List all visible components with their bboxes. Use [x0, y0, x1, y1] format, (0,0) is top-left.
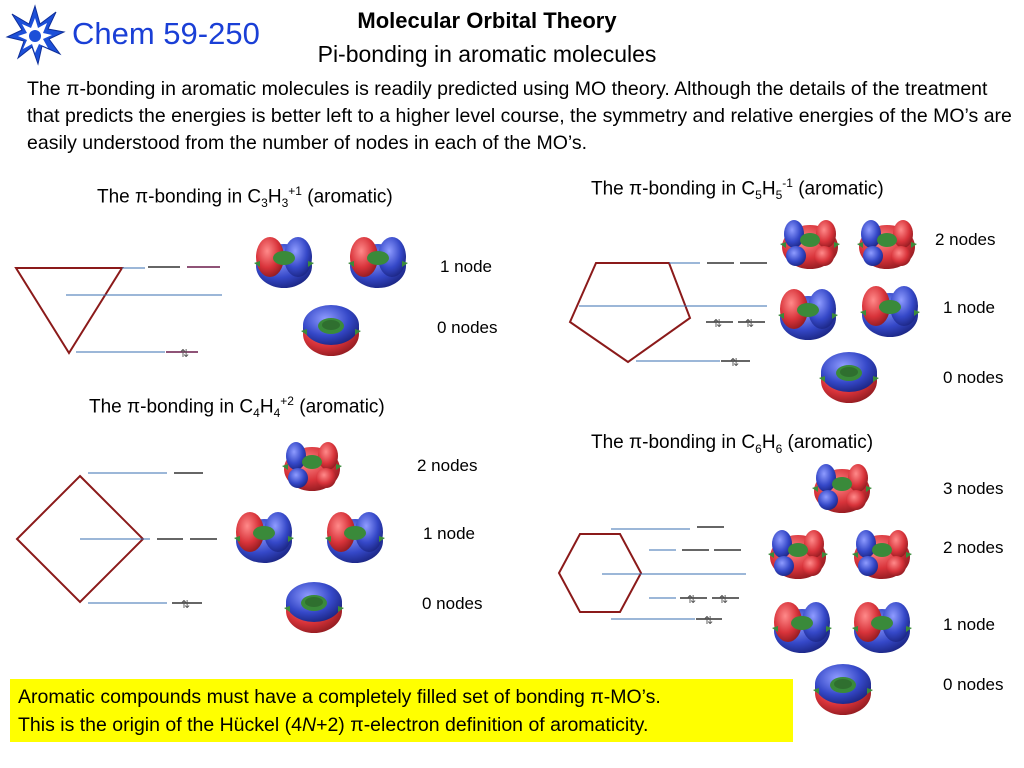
- c3h3-triangle: [16, 268, 122, 353]
- c6h6-node-label: 0 nodes: [943, 675, 1004, 694]
- c4h4-orbital: [284, 582, 344, 633]
- intro-paragraph: The π-bonding in aromatic molecules is readily predicted using MO theory. Although the details of the treatment that predicts the energies is better left to a higher level course, the symmetry and relative energies of the MO’s are easily understood from the number of nodes in each of the MO’s.: [27, 78, 1012, 154]
- svg-text:⇅: ⇅: [687, 593, 697, 606]
- c4h4-orbital: [282, 442, 342, 491]
- c5h5-orbital: [819, 352, 879, 403]
- c6h6-orbital: [852, 530, 912, 579]
- page-subtitle: Pi-bonding in aromatic molecules: [317, 41, 657, 67]
- heading-c4h4: The π-bonding in $C_4H_4^{+2}$ (aromatic): [89, 394, 385, 421]
- c6h6-hexagon: [559, 534, 641, 612]
- c6h6-node-label: 3 nodes: [943, 479, 1004, 498]
- heading-c6h6: The π-bonding in $C_6H_6$ (aromatic): [591, 432, 874, 456]
- summary-line-1: Aromatic compounds must have a completely filled set of bonding π-MO’s.: [18, 686, 661, 708]
- c4h4-node-label: 1 node: [423, 524, 475, 543]
- c6h6-orbital: [852, 602, 912, 653]
- svg-text:⇅: ⇅: [745, 317, 755, 330]
- c5h5-node-label: 0 nodes: [943, 368, 1004, 387]
- c3h3-orbital: [254, 237, 314, 288]
- svg-text:⇅: ⇅: [704, 614, 714, 627]
- c6h6-node-label: 2 nodes: [943, 538, 1004, 557]
- c6h6-node-label: 1 node: [943, 615, 995, 634]
- c5h5-orbital: [857, 220, 917, 269]
- svg-text:⇅: ⇅: [719, 593, 729, 606]
- svg-text:⇅: ⇅: [181, 598, 191, 611]
- svg-text:⇅: ⇅: [180, 347, 190, 360]
- c3h3-orbital: [301, 305, 361, 356]
- course-title: Chem 59-250: [72, 16, 260, 51]
- c5h5-node-label: 1 node: [943, 298, 995, 317]
- c6h6-orbital: [768, 530, 828, 579]
- c5h5-orbital: [860, 286, 920, 337]
- c3h3-node-label: 0 nodes: [437, 318, 498, 337]
- c3h3-orbital: [348, 237, 408, 288]
- svg-text:⇅: ⇅: [713, 317, 723, 330]
- summary-callout: [10, 679, 793, 742]
- c4h4-node-label: 0 nodes: [422, 594, 483, 613]
- c6h6-orbital: [772, 602, 832, 653]
- c5h5-pentagon: [570, 263, 690, 362]
- page-title: Molecular Orbital Theory: [357, 8, 617, 33]
- c3h3-node-label: 1 node: [440, 257, 492, 276]
- c4h4-node-label: 2 nodes: [417, 456, 478, 475]
- heading-c3h3: The π-bonding in $C_3H_3^{+1}$ (aromatic): [97, 184, 393, 211]
- c4h4-orbital: [234, 512, 294, 563]
- c5h5-node-label: 2 nodes: [935, 230, 996, 249]
- summary-line-2: This is the origin of the Hückel (4N+2) π-electron definition of aromaticity.: [18, 714, 649, 736]
- c5h5-orbital: [780, 220, 840, 269]
- c6h6-orbital: [812, 464, 872, 513]
- heading-c5h5: The π-bonding in $C_5H_5^{-1}$ (aromatic): [591, 176, 884, 203]
- c5h5-orbital: [778, 289, 838, 340]
- svg-text:⇅: ⇅: [730, 356, 740, 369]
- c6h6-orbital: [813, 664, 873, 715]
- c4h4-orbital: [325, 512, 385, 563]
